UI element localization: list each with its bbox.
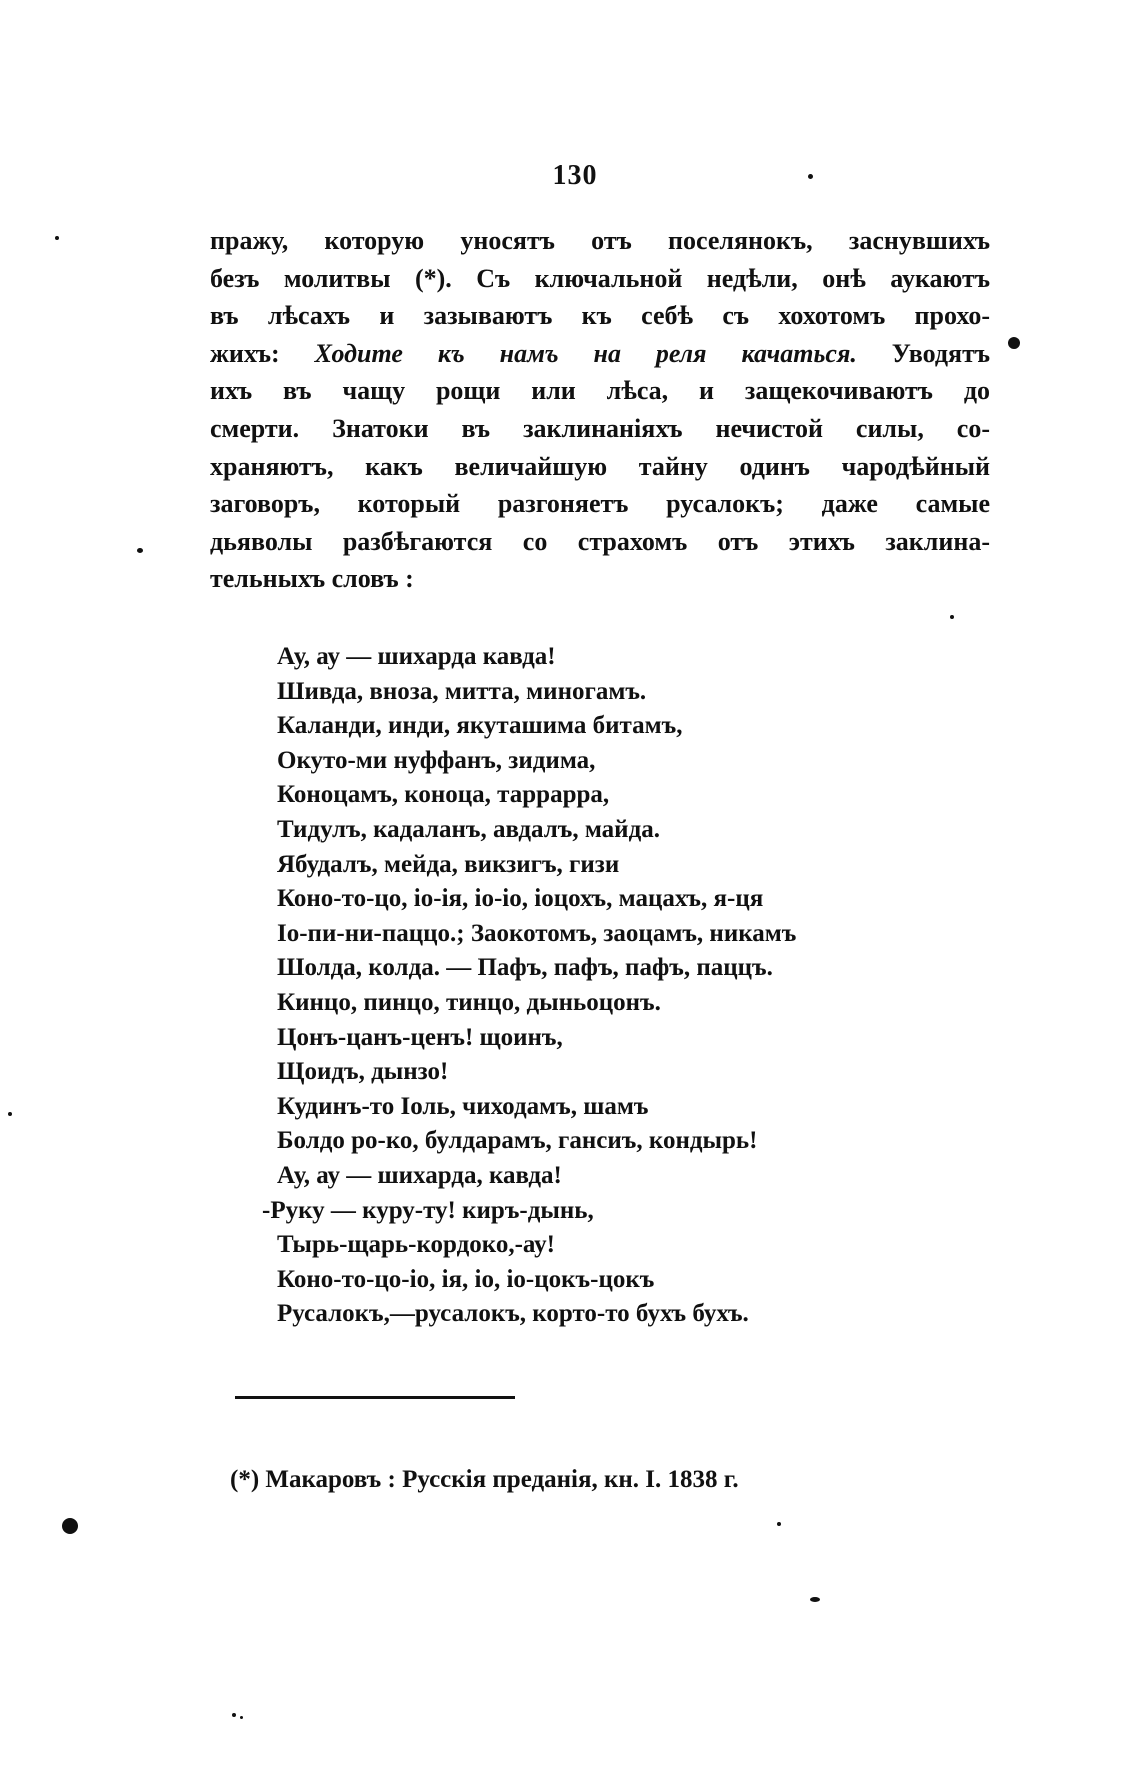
prose-line: пражу, которую уносятъ отъ поселянокъ, заснувшихъ <box>210 226 990 255</box>
scan-speck <box>808 174 813 179</box>
scan-speck <box>240 1716 243 1719</box>
prose-line: храняютъ, какъ величайшую тайну одинъ чародѣйный <box>210 451 990 481</box>
prose-line <box>210 335 990 373</box>
verse-line: Кудинъ-то Іоль, чиходамъ, шамъ <box>277 1092 649 1120</box>
scan-speck <box>8 1112 12 1116</box>
verse-line: Ау, ау — шихарда, кавда! <box>277 1161 562 1189</box>
scan-speck <box>950 615 954 619</box>
prose-italic-quote: Ходите къ намъ на реля качаться. <box>314 338 857 368</box>
verse-line: Каланди, инди, якуташима битамъ, <box>277 712 683 740</box>
scan-speck <box>62 1518 78 1534</box>
verse-line: Шивда, вноза, митта, миногамъ. <box>277 677 647 705</box>
verse-line: Окуто-ми нуффанъ, зидима, <box>277 746 596 774</box>
incantation-verse <box>262 640 797 1332</box>
prose-paragraph <box>210 222 990 598</box>
verse-line: Ябудалъ, мейда, викзигъ, гизи <box>277 850 620 878</box>
footnote: (*) Макаровъ : Русскія преданія, кн. I. 1838 г. <box>230 1466 739 1493</box>
prose-line: дьяволы разбѣгаются со страхомъ отъ этихъ заклина- <box>210 526 990 556</box>
scan-speck <box>232 1713 236 1717</box>
prose-line: смерти. Знатоки въ заклинаніяхъ нечистой силы, со- <box>210 413 990 443</box>
prose-line: ихъ въ чащу рощи или лѣса, и защекочиваютъ до <box>210 376 990 406</box>
verse-line: Тырь-щарь-кордоко,-ау! <box>277 1231 555 1259</box>
verse-line: Болдо ро-ко, булдарамъ, гансиъ, кондырь! <box>277 1127 758 1155</box>
prose-line: въ лѣсахъ и зазываютъ къ себѣ съ хохотомъ прохо- <box>210 301 990 331</box>
footnote-divider <box>235 1396 515 1399</box>
prose-line: заговоръ, который разгоняетъ русалокъ; даже самые <box>210 489 990 519</box>
verse-line: Ау, ау — шихарда кавда! <box>277 643 556 670</box>
verse-line: Іо-пи-ни-паццо.; Заокотомъ, заоцамъ, никамъ <box>277 919 797 947</box>
prose-segment: Уводятъ <box>891 338 991 368</box>
scan-speck <box>137 548 143 553</box>
verse-line: Шолда, колда. — Пафъ, пафъ, пафъ, паццъ. <box>277 954 773 982</box>
prose-segment: жихъ: <box>210 338 280 368</box>
verse-line: Кинцо, пинцо, тинцо, дыньоцонъ. <box>277 988 661 1016</box>
prose-line: тельныхъ словъ : <box>210 564 414 594</box>
verse-line: Коноцамъ, коноца, тарраррa, <box>277 781 610 809</box>
scan-speck <box>55 236 59 240</box>
scan-speck <box>777 1522 781 1526</box>
verse-line: Цонъ-цанъ-ценъ! щоинъ, <box>277 1023 563 1051</box>
page-number: 130 <box>552 160 598 191</box>
prose-line: безъ молитвы (*). Съ ключальной недѣли, онѣ аукаютъ <box>210 263 990 293</box>
scan-speck <box>1008 337 1020 349</box>
verse-line: Русалокъ,—русалокъ, корто-то бухъ бухъ. <box>277 1300 749 1328</box>
scan-speck <box>810 1597 820 1602</box>
verse-line: Щоидъ, дынзо! <box>277 1058 449 1086</box>
verse-line: Тидулъ, кадаланъ, авдалъ, майда. <box>277 815 660 843</box>
verse-line: Коно-то-цо-іо, ія, іо, іо-цокъ-цокъ <box>277 1265 655 1293</box>
verse-line: -Руку — куру-ту! киръ-дынь, <box>262 1196 594 1224</box>
verse-line: Коно-то-цо, іо-ія, іо-іо, іоцохъ, мацахъ, я-ця <box>277 885 764 913</box>
